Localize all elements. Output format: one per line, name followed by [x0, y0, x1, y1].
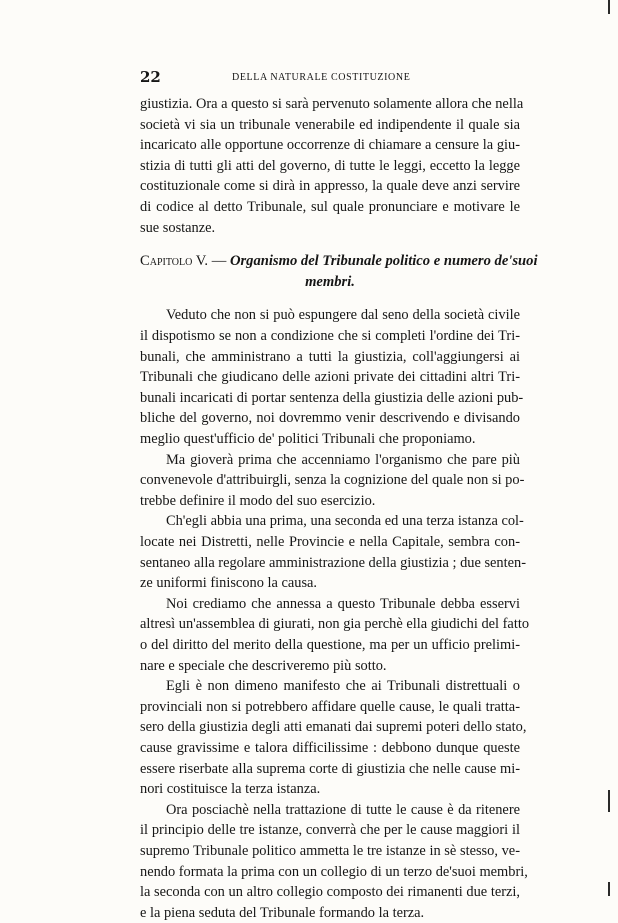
text-line: di codice al detto Tribunale, sul quale pronunciare e motivare le — [140, 199, 520, 215]
text-line: sero della giustizia degli atti emanati dai supremi poteri dello stato, — [140, 719, 527, 736]
text-line: il dispotismo se non a condizione che si completi l'ordine dei Tri- — [140, 328, 520, 344]
text-line: Ora posciachè nella trattazione di tutte le cause è da ritenere — [166, 801, 520, 818]
text-line: stizia di tutti gli atti del governo, di tutte le leggi, eccetto la legge — [140, 157, 520, 174]
page-number: 22 — [140, 68, 161, 86]
text-line: bunali, che amministrano a tutti la giustizia, coll'aggiungersi ai — [140, 348, 520, 365]
text-line: supremo Tribunale politico ammetta le tre istanze in sè stesso, ve- — [140, 843, 520, 859]
text-line: Tribunali che giudicano delle azioni private dei cittadini altri Tri- — [140, 369, 520, 386]
text-line: provinciali non si potrebbero affidare quelle cause, le quali tratta- — [140, 698, 520, 715]
text-line: ze uniformi finiscono la causa. — [140, 575, 318, 592]
text-line: convenevole d'attribuirgli, senza la cognizione del quale non si po- — [140, 472, 525, 489]
chapter-label: Capitolo V. — [140, 253, 209, 270]
chapter-title-continued: membri. — [305, 273, 355, 290]
text-line: incaricato alle opportune occorrenze di chiamare a censure la giu- — [140, 137, 520, 154]
chapter-dash: — — [211, 253, 227, 270]
text-line: la seconda con un altro collegio composto dei rimanenti due terzi, — [140, 884, 520, 901]
text-line: nori costituisce la terza istanza. — [140, 781, 321, 798]
page-edge-mark-top — [608, 0, 610, 14]
text-line: locate nei Distretti, nelle Provincie e nella Capitale, sembra con- — [140, 534, 520, 550]
running-header — [140, 68, 520, 88]
running-title: DELLA NATURALE COSTITUZIONE — [232, 72, 411, 83]
text-line: giustizia. Ora a questo si sarà pervenuto solamente allora che nella — [140, 96, 524, 112]
text-line: essere riserbate alla suprema corte di giustizia che nelle cause mi- — [140, 760, 520, 777]
page-edge-mark-middle — [608, 790, 610, 812]
text-line: cause gravissime e talora difficilissime : debbono dunque queste — [140, 740, 520, 756]
text-line: nare e speciale che descriveremo più sotto. — [140, 657, 387, 674]
text-line: Ch'egli abbia una prima, una seconda ed una terza istanza col- — [166, 513, 524, 530]
text-line: o del diritto del merito della questione, ma per un ufficio prelimi- — [140, 637, 520, 653]
text-line: sentaneo alla regolare amministrazione della giustizia ; due senten- — [140, 554, 526, 571]
text-line: bunali incaricati di portar sentenza della giustizia delle azioni pub- — [140, 389, 524, 406]
text-line: e la piena seduta del Tribunale formando la terza. — [140, 904, 425, 921]
text-line: Egli è non dimeno manifesto che ai Tribunali distrettuali o — [166, 678, 520, 695]
chapter-heading — [140, 250, 538, 272]
text-line: nendo formata la prima con un collegio di un terzo de'suoi membri, — [140, 863, 528, 880]
text-line: altresì un'assemblea di giurati, non gia perchè ella giudichi del fatto — [140, 616, 530, 633]
text-line: Veduto che non si può espungere dal seno della società civile — [166, 307, 520, 324]
text-line: Noi crediamo che annessa a questo Tribunale debba esservi — [166, 595, 520, 612]
text-line: Ma gioverà prima che accenniamo l'organismo che pare più — [166, 451, 520, 468]
text-line: costituzionale come si dirà in appresso, la quale deve anzi servire — [140, 178, 520, 195]
text-line: il principio delle tre istanze, converrà che per le cause maggiori il — [140, 822, 520, 839]
page-edge-mark-bottom — [608, 882, 610, 896]
text-line: bliche del governo, noi dovremmo venir descrivendo e divisando — [140, 410, 520, 427]
text-line: trebbe definire il modo del suo esercizio. — [140, 492, 376, 509]
text-line: meglio quest'ufficio de' politici Tribunali che proponiamo. — [140, 431, 476, 447]
text-line: società vi sia un tribunale venerabile ed indipendente il quale sia — [140, 116, 520, 133]
chapter-title: Organismo del Tribunale politico e numero de'suoi — [229, 253, 538, 270]
text-line: sue sostanze. — [140, 219, 216, 236]
